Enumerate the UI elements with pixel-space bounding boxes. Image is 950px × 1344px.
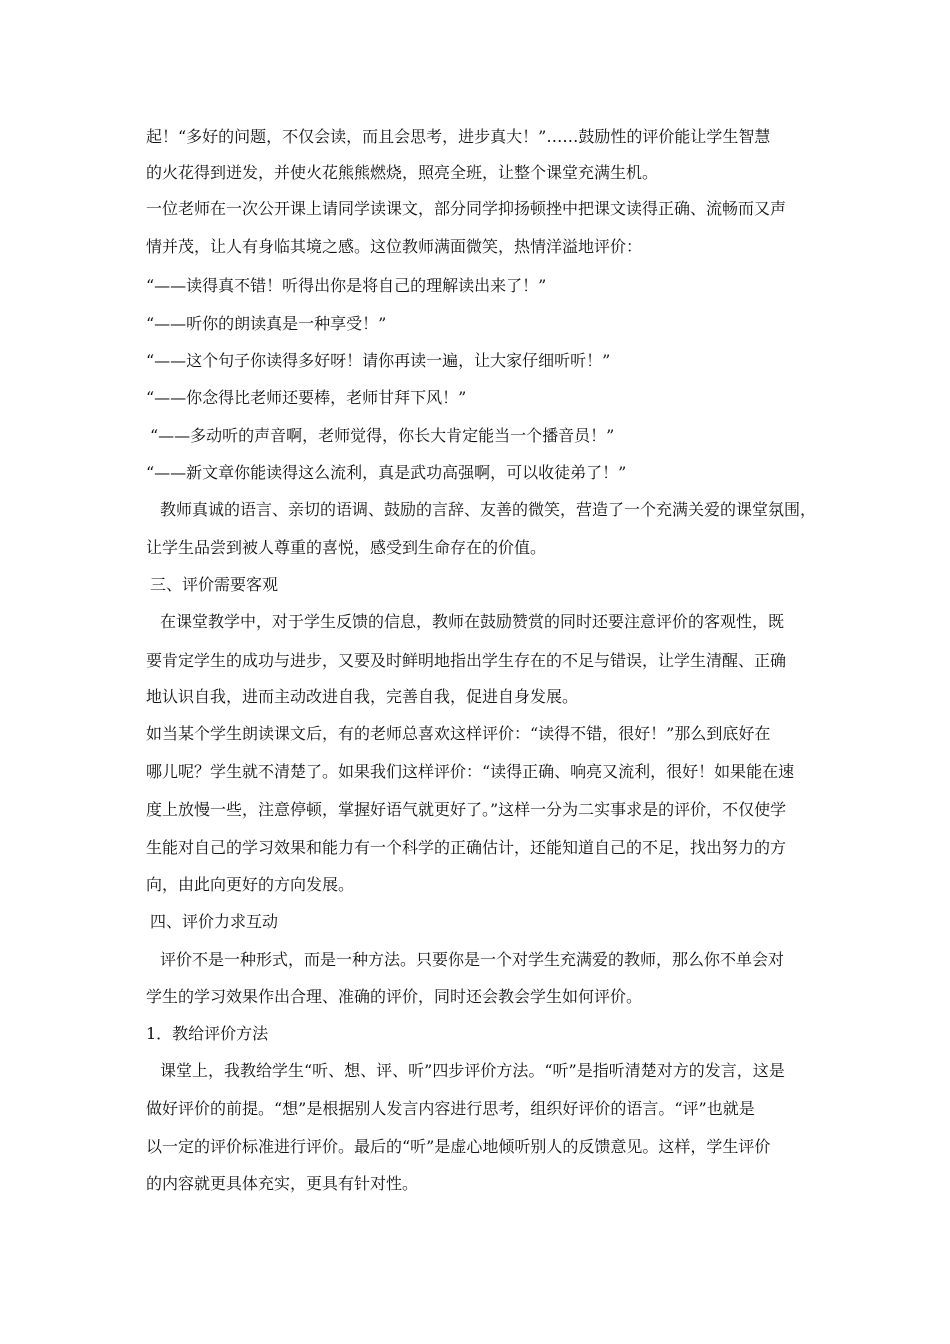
text-line: 起！“多好的问题，不仅会读，而且会思考，进步真大！”……鼓励性的评价能让学生智慧 — [146, 127, 771, 146]
section-heading: 四、评价力求互动 — [150, 912, 279, 931]
text-line: 如当某个学生朗读课文后，有的老师总喜欢这样评价：“读得不错，很好！”那么到底好在 — [146, 724, 771, 743]
text-line: 向，由此向更好的方向发展。 — [146, 875, 355, 894]
text-line: 要肯定学生的成功与进步，又要及时鲜明地指出学生存在的不足与错误，让学生清醒、正确 — [146, 651, 787, 670]
text-line: 度上放慢一些，注意停顿，掌握好语气就更好了。”这样一分为二实事求是的评价，不仅使学 — [146, 800, 787, 819]
quote-line: “——这个句子你读得多好呀！请你再读一遍，让大家仔细听听！” — [146, 351, 611, 370]
text-line: 的火花得到迸发，并使火花熊熊燃烧，照亮全班，让整个课堂充满生机。 — [146, 163, 659, 182]
quote-line: “——新文章你能读得这么流利，真是武功高强啊，可以收徒弟了！” — [146, 463, 627, 482]
text-line: 生能对自己的学习效果和能力有一个科学的正确估计，还能知道自己的不足，找出努力的方 — [146, 838, 787, 857]
text-line: 情并茂，让人有身临其境之感。这位教师满面微笑，热情洋溢地评价： — [146, 237, 643, 256]
text-line: 以一定的评价标准进行评价。最后的“听”是虚心地倾听别人的反馈意见。这样，学生评价 — [146, 1137, 771, 1156]
text-line: 评价不是一种形式，而是一种方法。只要你是一个对学生充满爱的教师，那么你不单会对 — [160, 950, 785, 969]
text-line: 在课堂教学中，对于学生反馈的信息，教师在鼓励赞赏的同时还要注意评价的客观性，既 — [160, 612, 785, 631]
subsection-heading: 1．教给评价方法 — [146, 1024, 269, 1043]
text-line: 地认识自我，进而主动改进自我，完善自我，促进自身发展。 — [146, 687, 579, 706]
section-heading: 三、评价需要客观 — [150, 575, 279, 594]
text-line: 哪儿呢？学生就不清楚了。如果我们这样评价：“读得正确、响亮又流利，很好！如果能在速 — [146, 762, 795, 781]
quote-line: “——听你的朗读真是一种享受！” — [146, 314, 387, 333]
text-line: 学生的学习效果作出合理、准确的评价，同时还会教会学生如何评价。 — [146, 987, 643, 1006]
text-line: 课堂上，我教给学生“听、想、评、听”四步评价方法。“听”是指听清楚对方的发言，这是 — [160, 1061, 785, 1080]
quote-line: “——多动听的声音啊，老师觉得，你长大肯定能当一个播音员！” — [150, 426, 615, 445]
text-line: 的内容就更具体充实，更具有针对性。 — [146, 1174, 419, 1193]
text-line: 一位老师在一次公开课上请同学读课文，部分同学抑扬顿挫中把课文读得正确、流畅而又声 — [146, 199, 787, 218]
quote-line: “——读得真不错！听得出你是将自己的理解读出来了！” — [146, 276, 547, 295]
text-line: 做好评价的前提。“想”是根据别人发言内容进行思考，组织好评价的语言。“评”也就是 — [146, 1099, 755, 1118]
quote-line: “——你念得比老师还要棒，老师甘拜下风！” — [146, 388, 467, 407]
text-line: 让学生品尝到被人尊重的喜悦，感受到生命存在的价值。 — [146, 538, 547, 557]
text-line: 教师真诚的语言、亲切的语调、鼓励的言辞、友善的微笑，营造了一个充满关爱的课堂氛围， — [160, 500, 817, 519]
